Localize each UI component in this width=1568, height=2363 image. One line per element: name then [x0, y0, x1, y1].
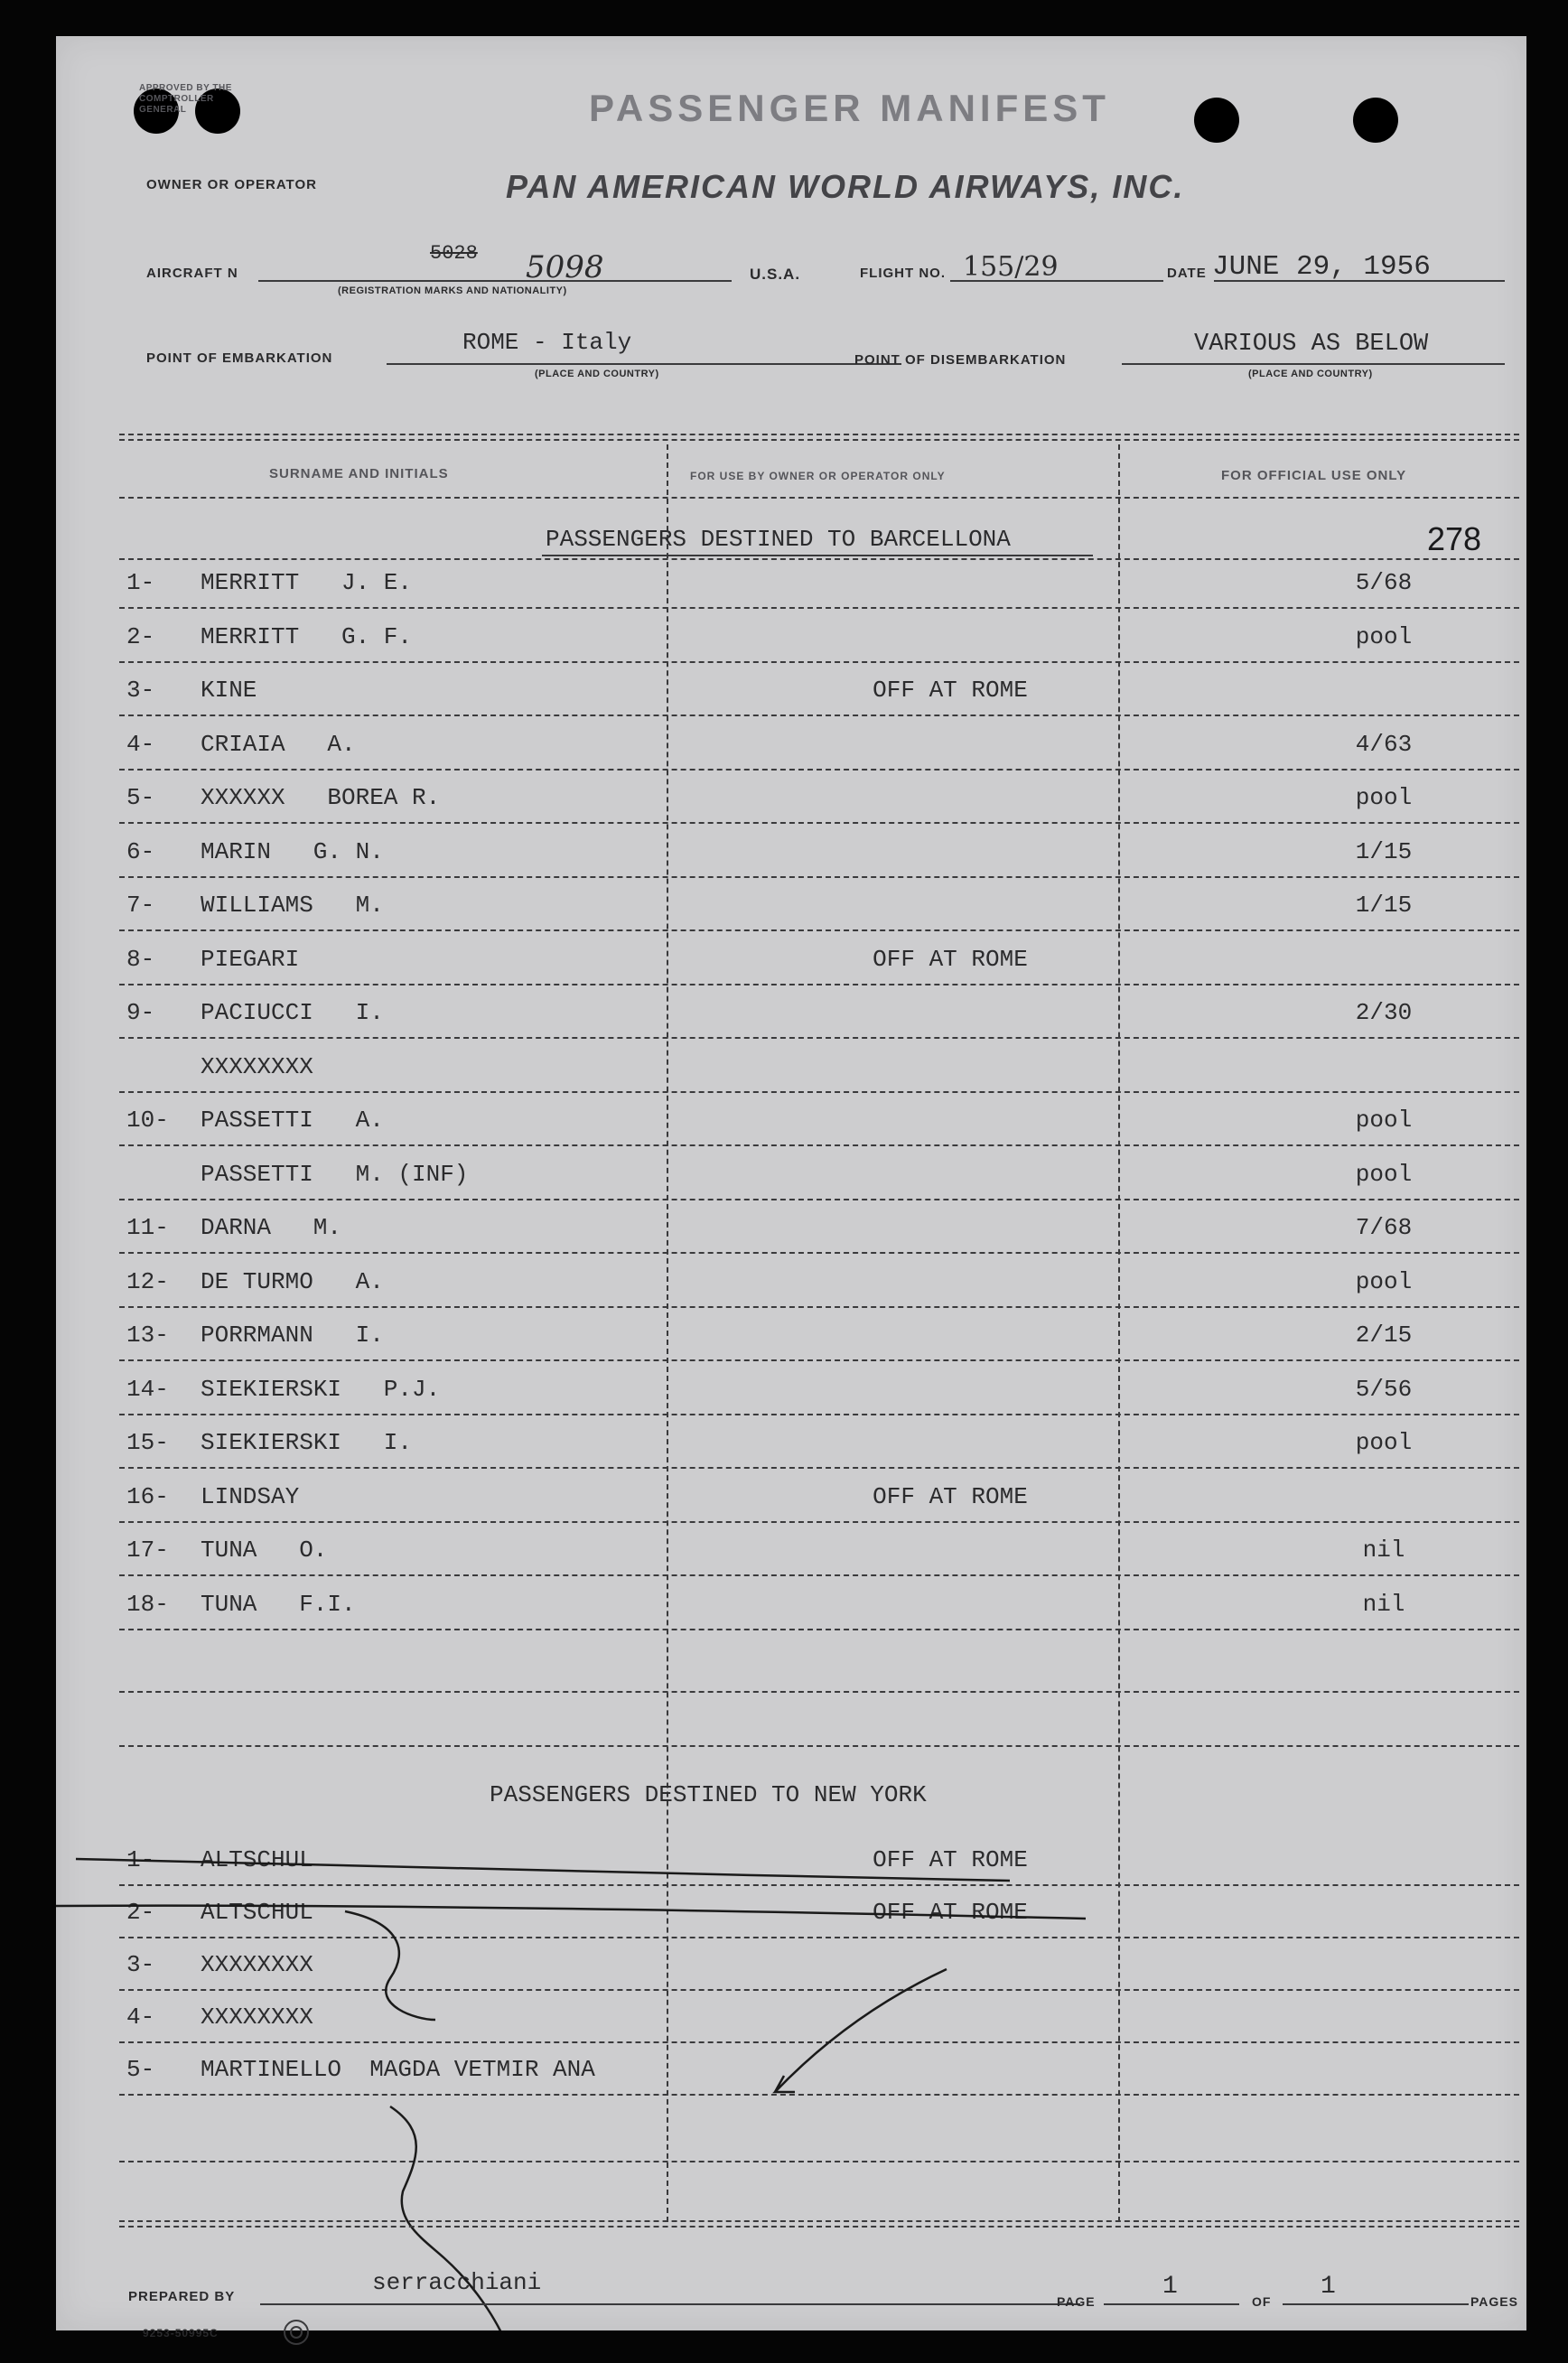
embark-label: POINT OF EMBARKATION: [146, 350, 333, 366]
row-rule: [119, 1989, 1519, 1991]
row-number: 2-: [126, 1899, 155, 1926]
row-rule: [119, 1091, 1519, 1093]
handwritten-arrow: [775, 1969, 947, 2092]
passenger-surname: PASSETTI: [201, 1160, 313, 1188]
passenger-initials: G. N.: [313, 837, 384, 865]
row-number: 14-: [126, 1375, 169, 1403]
prepared-label: PREPARED BY: [128, 2289, 236, 2304]
row-rule: [119, 2161, 1519, 2162]
date-value: JUNE 29, 1956: [1212, 251, 1431, 283]
passenger-surname: DARNA: [201, 1214, 272, 1241]
punch-hole-right-2: [1353, 98, 1398, 143]
passenger-initials: G. F.: [341, 622, 413, 650]
official-note: 2/15: [1355, 1322, 1413, 1349]
row-number: 9-: [126, 999, 155, 1026]
passenger-initials: O.: [299, 1536, 328, 1564]
passenger-surname: PORRMANN: [201, 1322, 313, 1349]
section-heading-barcellona: PASSENGERS DESTINED TO BARCELLONA: [546, 526, 1011, 553]
passenger-surname: SIEKIERSKI: [201, 1375, 342, 1403]
row-number: 15-: [126, 1429, 169, 1456]
passenger-initials: P.J.: [383, 1375, 441, 1403]
section-heading-underline: [542, 555, 1093, 556]
passenger-surname: XXXXXX: [201, 784, 285, 811]
official-note: 1/15: [1355, 837, 1413, 865]
row-rule: [119, 661, 1519, 663]
row-number: 4-: [126, 2003, 155, 2031]
row-number: 5-: [126, 2056, 155, 2083]
disembark-underline: [1122, 363, 1505, 365]
table-top-rule-2: [119, 439, 1519, 441]
passenger-surname: PACIUCCI: [201, 999, 313, 1026]
approved-stamp: APPROVED BY THE COMPTROLLER GENERAL: [139, 83, 232, 115]
column-divider-2: [1118, 444, 1120, 2222]
passenger-initials: BOREA R.: [327, 784, 441, 811]
passenger-surname: CRIAIA: [201, 730, 285, 758]
aircraft-value: 5098: [526, 249, 604, 285]
official-note: pool: [1355, 1429, 1413, 1456]
row-rule: [119, 984, 1519, 985]
row-number: 16-: [126, 1482, 169, 1510]
passenger-surname: KINE: [201, 677, 257, 704]
passenger-initials: M.: [355, 892, 384, 919]
row-rule: [119, 822, 1519, 824]
aircraft-underline: [258, 280, 732, 282]
disembark-sub: (PLACE AND COUNTRY): [1248, 369, 1373, 379]
page-underline: [1104, 2303, 1239, 2305]
column-header-surname: SURNAME AND INITIALS: [269, 466, 449, 481]
passenger-surname: PASSETTI: [201, 1107, 313, 1134]
embark-underline: [387, 363, 901, 365]
passenger-surname: DE TURMO: [201, 1267, 313, 1295]
official-note: pool: [1355, 1160, 1413, 1188]
row-number: 13-: [126, 1322, 169, 1349]
aircraft-sub: (REGISTRATION MARKS AND NATIONALITY): [338, 285, 567, 296]
operator-note: OFF AT ROME: [873, 677, 1028, 704]
row-rule: [119, 1252, 1519, 1254]
row-number: 12-: [126, 1267, 169, 1295]
passenger-initials: A.: [355, 1107, 384, 1134]
passenger-initials: J. E.: [341, 569, 413, 596]
operator-note: OFF AT ROME: [873, 1846, 1028, 1873]
passenger-surname: ALTSCHUL: [201, 1899, 313, 1926]
passenger-surname: MARTINELLO: [201, 2056, 342, 2083]
row-number: 1-: [126, 1846, 155, 1873]
row-number: 2-: [126, 622, 155, 650]
section-heading-new-york: PASSENGERS DESTINED TO NEW YORK: [490, 1781, 927, 1808]
row-rule: [119, 1467, 1519, 1469]
official-note: nil: [1362, 1536, 1405, 1564]
official-note: pool: [1355, 622, 1413, 650]
form-number: 9253-50995C: [143, 2327, 219, 2340]
passenger-surname: XXXXXXXX: [201, 1951, 313, 1978]
row-number: 17-: [126, 1536, 169, 1564]
passenger-initials: A.: [355, 1267, 384, 1295]
table-bottom-rule-2: [119, 2226, 1519, 2228]
row-rule: [119, 1359, 1519, 1361]
rule-0: [119, 558, 1519, 560]
passenger-surname: TUNA: [201, 1590, 257, 1618]
column-header-official: FOR OFFICIAL USE ONLY: [1221, 468, 1407, 483]
row-number: 3-: [126, 677, 155, 704]
prepared-value: serracchiani: [372, 2269, 542, 2296]
of-value: 1: [1321, 2273, 1336, 2301]
row-number: 3-: [126, 1951, 155, 1978]
row-rule: [119, 1691, 1519, 1693]
page-value: 1: [1162, 2273, 1178, 2301]
page-label: PAGE: [1057, 2294, 1096, 2309]
disembark-value: VARIOUS AS BELOW: [1194, 331, 1429, 358]
row-rule: [119, 1414, 1519, 1415]
row-number: 18-: [126, 1590, 169, 1618]
passenger-surname: TUNA: [201, 1536, 257, 1564]
row-rule: [119, 1037, 1519, 1039]
row-rule: [119, 1521, 1519, 1523]
operator-note: OFF AT ROME: [873, 1482, 1028, 1510]
official-note: pool: [1355, 1267, 1413, 1295]
of-label: OF: [1252, 2294, 1272, 2309]
aircraft-struck-value: 5028: [430, 242, 478, 265]
manifest-sheet: [56, 36, 1526, 2340]
official-note: pool: [1355, 1107, 1413, 1134]
row-rule: [119, 769, 1519, 771]
row-rule: [119, 607, 1519, 609]
owner-label: OWNER OR OPERATOR: [146, 177, 317, 192]
row-rule: [119, 929, 1519, 931]
passenger-surname: MERRITT: [201, 622, 300, 650]
row-number: 6-: [126, 837, 155, 865]
official-note: pool: [1355, 784, 1413, 811]
passenger-surname: PIEGARI: [201, 945, 300, 973]
row-number: 5-: [126, 784, 155, 811]
official-note: 4/63: [1355, 730, 1413, 758]
row-rule: [119, 715, 1519, 716]
column-header-operator: FOR USE BY OWNER OR OPERATOR ONLY: [690, 470, 946, 482]
row-number: 10-: [126, 1107, 169, 1134]
handwritten-bracket: [345, 1911, 435, 2020]
passenger-initials: A.: [327, 730, 356, 758]
official-note: nil: [1362, 1590, 1405, 1618]
official-note: 7/68: [1355, 1214, 1413, 1241]
operator-note: OFF AT ROME: [873, 1899, 1028, 1926]
prepared-underline: [260, 2303, 1080, 2305]
date-label: DATE: [1167, 266, 1207, 281]
union-label-icon: [282, 2318, 311, 2347]
row-rule: [119, 1745, 1519, 1747]
row-number: 8-: [126, 945, 155, 973]
row-rule: [119, 1937, 1519, 1938]
passenger-surname: MERRITT: [201, 569, 300, 596]
row-rule: [119, 876, 1519, 878]
passenger-initials: F.I.: [299, 1590, 356, 1618]
passenger-initials: I.: [383, 1429, 413, 1456]
embark-sub: (PLACE AND COUNTRY): [535, 369, 659, 379]
official-note: 5/68: [1355, 569, 1413, 596]
passenger-surname: XXXXXXXX: [201, 1052, 313, 1080]
row-number: 7-: [126, 892, 155, 919]
official-note: 5/56: [1355, 1375, 1413, 1403]
table-top-rule: [119, 434, 1519, 435]
row-rule: [119, 1884, 1519, 1886]
row-rule: [119, 1629, 1519, 1630]
passenger-initials: M.: [313, 1214, 342, 1241]
flight-value: 155/29: [963, 251, 1059, 283]
embark-value: ROME - Italy: [462, 329, 632, 356]
usa-label: U.S.A.: [750, 266, 801, 283]
passenger-surname: WILLIAMS: [201, 892, 313, 919]
column-header-rule: [119, 497, 1519, 499]
aircraft-label: AIRCRAFT N: [146, 266, 238, 281]
passenger-surname: LINDSAY: [201, 1482, 300, 1510]
column-divider-1: [667, 444, 668, 2222]
row-number: 1-: [126, 569, 155, 596]
row-rule: [119, 1144, 1519, 1146]
official-note: 2/30: [1355, 999, 1413, 1026]
passenger-initials: I.: [355, 1322, 384, 1349]
row-number: 4-: [126, 730, 155, 758]
punch-hole-right-1: [1194, 98, 1239, 143]
flight-underline: [950, 280, 1163, 282]
operator-note: OFF AT ROME: [873, 945, 1028, 973]
row-rule: [119, 1306, 1519, 1308]
handwritten-curve: [390, 2106, 508, 2330]
passenger-initials: I.: [355, 999, 384, 1026]
passenger-surname: ALTSCHUL: [201, 1846, 313, 1873]
row-number: 11-: [126, 1214, 169, 1241]
form-title: PASSENGER MANIFEST: [589, 87, 1110, 129]
passenger-initials: M. (INF): [355, 1160, 469, 1188]
of-underline: [1283, 2303, 1469, 2305]
row-rule: [119, 1574, 1519, 1576]
row-rule: [119, 1199, 1519, 1200]
date-underline: [1214, 280, 1505, 282]
passenger-surname: XXXXXXXX: [201, 2003, 313, 2031]
official-note: 1/15: [1355, 892, 1413, 919]
row-rule: [119, 2094, 1519, 2096]
disembark-label: POINT OF DISEMBARKATION: [854, 352, 1067, 368]
row-rule: [119, 2041, 1519, 2043]
owner-value: PAN AMERICAN WORLD AIRWAYS, INC.: [506, 168, 1185, 205]
table-bottom-rule: [119, 2220, 1519, 2222]
flight-label: FLIGHT NO.: [860, 266, 946, 281]
passenger-initials: MAGDA VETMIR ANA: [369, 2056, 595, 2083]
passenger-surname: SIEKIERSKI: [201, 1429, 342, 1456]
page-count-stamp: 278: [1427, 520, 1482, 557]
pages-label: PAGES: [1470, 2294, 1518, 2309]
passenger-surname: MARIN: [201, 837, 272, 865]
